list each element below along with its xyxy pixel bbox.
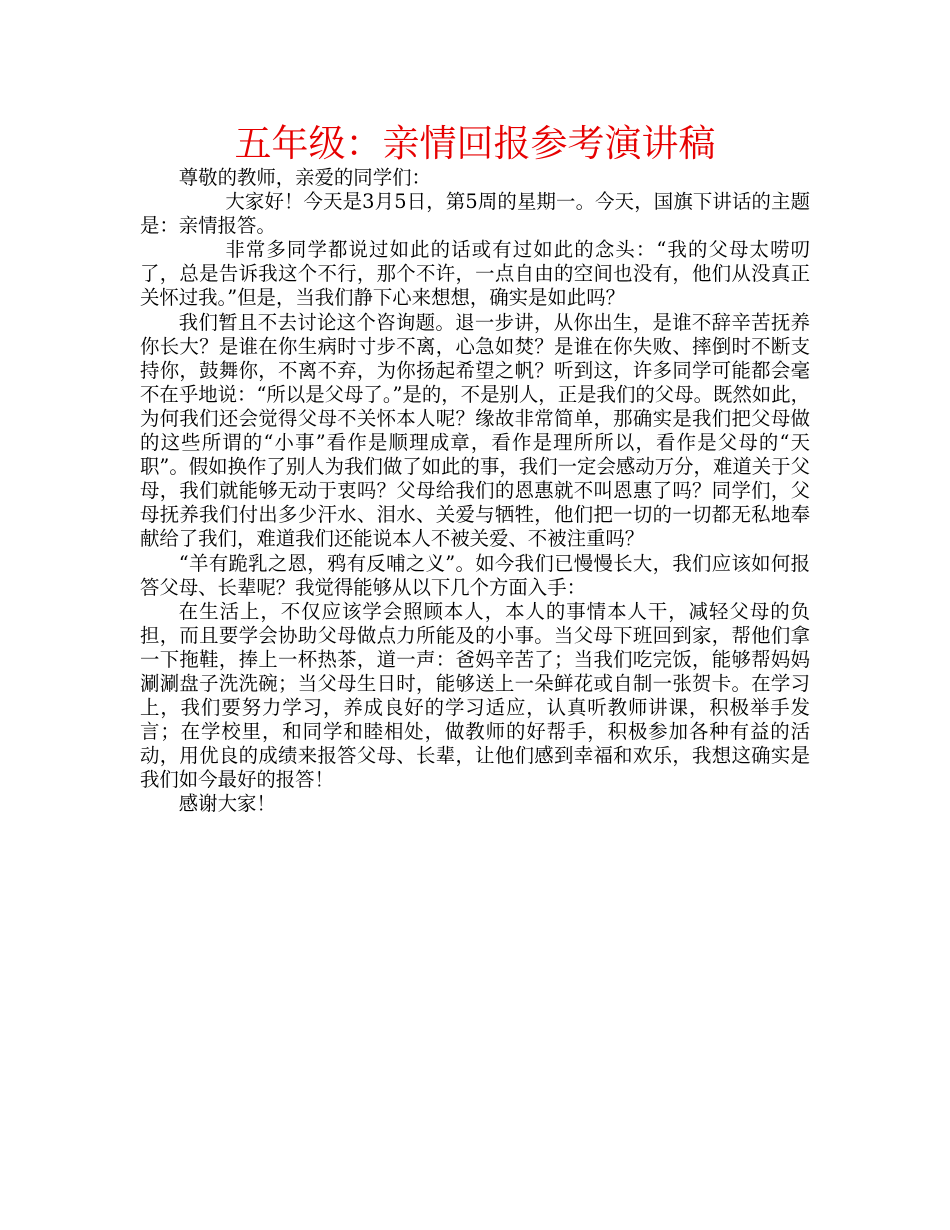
opening-paragraph: 大家好！今天是3月5日，第5周的星期一。今天，国旗下讲话的主题是：亲情报答。 [140, 190, 810, 238]
thoughts-paragraph: 非常多同学都说过如此的话或有过如此的念头：“我的父母太唠叨了，总是告诉我这个不行，那个不许，一点自由的空间也没有，他们从没真正关怀过我。”但是，当我们静下心来想想，确实是如此吗？ [140, 238, 810, 310]
reflection-paragraph: 我们暂且不去讨论这个咨询题。退一步讲，从你出生，是谁不辞辛苦抚养你长大？是谁在你生病时寸步不离，心急如焚？是谁在你失败、摔倒时不断支持你，鼓舞你，不离不弃，为你扬起希望之帆？听到这，许多同学可能都会毫不在乎地说：“所以是父母了。”是的，不是别人，正是我们的父母。既然如此，为何我们还会觉得父母不关怀本人呢？缘故非常简单，那确实是我们把父母做的这些所谓的“小事”看作是顺理成章，看作是理所所以，看作是父母的“天职”。假如换作了别人为我们做了如此的事，我们一定会感动万分，难道关于父母，我们就能够无动于衷吗？父母给我们的恩惠就不叫恩惠了吗？同学们，父母抚养我们付出多少汗水、泪水、关爱与牺牲，他们把一切的一切都无私地奉献给了我们，难道我们还能说本人不被关爱、不被注重吗？ [140, 310, 810, 551]
greeting-paragraph: 尊敬的教师，亲爱的同学们： [178, 166, 431, 189]
closing-paragraph: 感谢大家！ [178, 792, 276, 816]
document-title: 五年级：亲情回报参考演讲稿 [234, 122, 716, 165]
actions-paragraph: 在生活上，不仅应该学会照顾本人，本人的事情本人干，减轻父母的负担，而且要学会协助父母做点力所能及的小事。当父母下班回到家，帮他们拿一下拖鞋，捧上一杯热茶，道一声：爸妈辛苦了；当我们吃完饭，能够帮妈妈涮涮盘子洗洗碗；当父母生日时，能够送上一朵鲜花或自制一张贺卡。在学习上，我们要努力学习，养成良好的学习适应，认真听教师讲课，积极举手发言；在学校里，和同学和睦相处，做教师的好帮手，积极参加各种有益的活动，用优良的成绩来报答父母、长辈，让他们感到幸福和欢乐，我想这确实是我们如今最好的报答！ [140, 599, 810, 792]
document-body [140, 166, 810, 817]
proverb-paragraph: “羊有跪乳之恩，鸦有反哺之义”。如今我们已慢慢长大，我们应该如何报答父母、长辈呢？我觉得能够从以下几个方面入手： [140, 551, 810, 599]
